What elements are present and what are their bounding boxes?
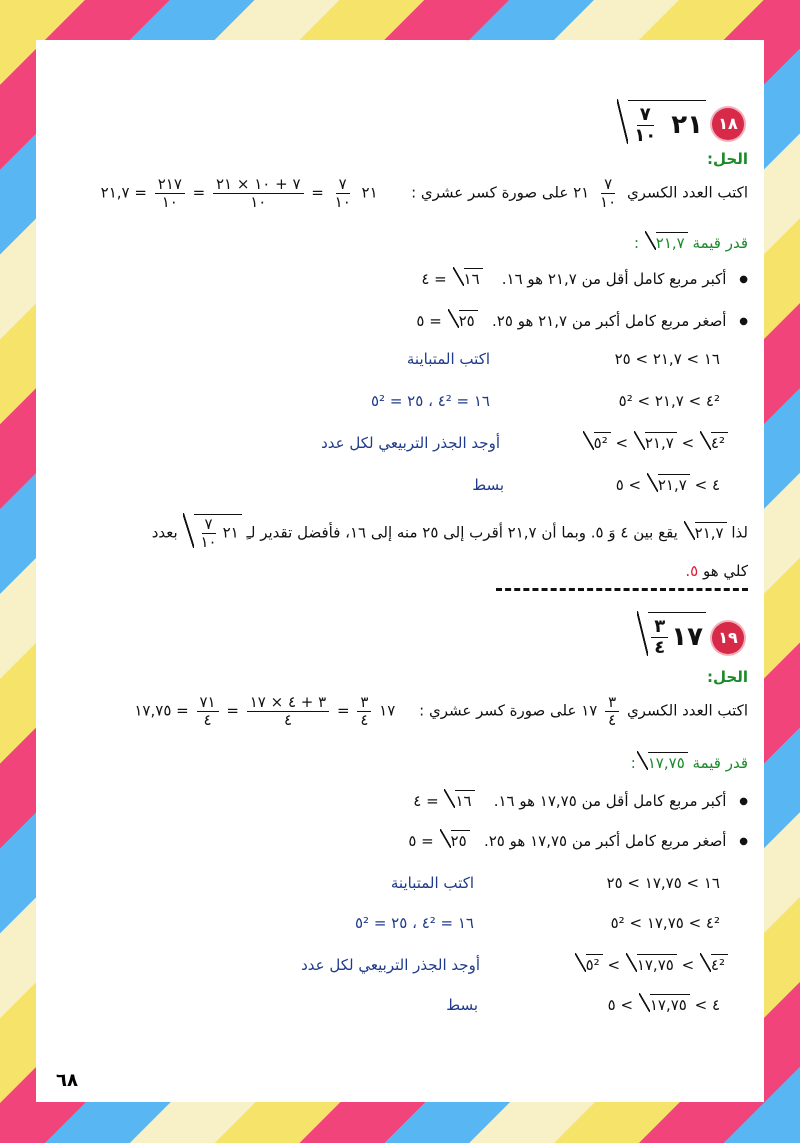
p18-intro-whole: ٢١	[573, 183, 590, 202]
p18-row-3-label: أوجد الجذر التربيعي لكل عدد	[321, 434, 500, 452]
p18-convert-line: اكتب العدد الكسري $\frac{٧}{١٠}$ ٢١ على صورة كسر عشري : ٢١ $\frac{٧}{١٠}$ = $\frac{٧ + ١٠ \times ٢١}{١٠}$ = $\frac{٢١٧}{١٠}$ = ٢١,٧	[100, 175, 748, 211]
p19-intro2: على صورة كسر عشري :	[419, 701, 577, 720]
p19-estimate-line: قدر قيمة ١٧,٧٥:	[630, 754, 748, 772]
p19-intro: اكتب العدد الكسري	[626, 701, 748, 720]
p19-r3-b: ١٧,٧٥	[636, 956, 674, 974]
p18-concl-num: ٧	[202, 516, 216, 534]
p19-eq-d2: ٤	[203, 710, 212, 729]
p19-eq-den: ٤	[360, 710, 369, 729]
p18-b2-text: أصغر مربع كامل أكبر من ٢١,٧ هو ٢٥.	[492, 312, 727, 330]
p18-r4-left: ٤	[711, 476, 720, 494]
p18-eq-num: ٧	[336, 176, 350, 194]
p18-concl-whole: ٢١	[222, 523, 239, 542]
p19-den: ٤	[654, 636, 666, 658]
p19-eq-num: ٣	[357, 694, 371, 712]
p18-concl-den: ١٠	[200, 532, 217, 551]
p18-whole: ٢١	[671, 109, 703, 140]
p18-conclusion-2	[685, 562, 748, 580]
p19-r3-c: ٥²	[585, 956, 600, 974]
p18-row-2-label: ١٦ = ٤² ، ٢٥ = ٥²	[370, 392, 490, 410]
p18-r3-c: ٥²	[593, 434, 608, 452]
p19-row-2-label: ١٦ = ٤² ، ٢٥ = ٥²	[354, 914, 474, 932]
p19-row-4-math: ٤ > ١٧,٧٥ > ٥	[607, 996, 720, 1014]
p18-row-4-math: ٤ > ٢١,٧ > ٥	[615, 476, 720, 494]
page-number: ٦٨	[56, 1070, 78, 1091]
p18-b2-rad: ٢٥	[458, 312, 475, 330]
p19-estimate-label: قدر قيمة	[692, 754, 748, 772]
p19-b1-math: = ٤	[413, 792, 439, 810]
p18-b2-math: = ٥	[416, 312, 442, 330]
p18-b1-text: أكبر مربع كامل أقل من ٢١,٧ هو ١٦.	[501, 270, 727, 288]
p19-eq-n1: ٣ + ٤ × ١٧	[247, 694, 329, 712]
p18-estimate-label: قدر قيمة	[692, 234, 748, 252]
p18-estimate-line: قدر قيمة ٢١,٧ :	[633, 234, 748, 252]
p19-num: ٣	[651, 617, 668, 638]
p18-conclusion-1	[152, 514, 748, 550]
p19-estimate-radicand: ١٧,٧٥	[647, 754, 685, 772]
p18-b1-math: = ٤	[421, 270, 447, 288]
p19-bullet-2	[408, 830, 748, 850]
p18-solution-label: الحل:	[707, 150, 748, 168]
p19-b2-rad: ٢٥	[450, 832, 467, 850]
p18-intro2: على صورة كسر عشري :	[411, 183, 569, 202]
p19-b2-math: = ٥	[408, 832, 434, 850]
p19-b1-rad: ١٦	[455, 792, 472, 810]
p19-row-3-math: ٤² > ١٧,٧٥ > ٥²	[574, 954, 728, 974]
p18-eq-den: ١٠	[334, 192, 351, 211]
problem-19-badge: ١٩	[712, 622, 744, 654]
p18-intro-num: ٧	[601, 176, 615, 194]
p19-eq-whole: ١٧	[379, 701, 396, 720]
p18-eq-n1: ٧ + ١٠ × ٢١	[213, 176, 304, 194]
p19-r4-left: ٤	[711, 996, 720, 1014]
p18-concl-text: يقع بين ٤ وَ ٥. وبما أن ٢١,٧ أقرب إلى ٢٥ منه إلى ١٦، فأفضل تقدير لـِ	[246, 523, 678, 542]
p19-b2-text: أصغر مربع كامل أكبر من ١٧,٧٥ هو ٢٥.	[483, 832, 727, 850]
p19-row-4-label: بسط	[446, 996, 478, 1014]
p18-eq-d1: ١٠	[250, 192, 267, 211]
p18-eq-whole: ٢١	[361, 183, 378, 202]
p18-row-4-label: بسط	[472, 476, 504, 494]
p18-row-3-math: ٤² > ٢١,٧ > ٥²	[582, 432, 728, 452]
p18-eq-n2: ٢١٧	[155, 176, 185, 194]
p18-row-2-math: ٤² > ٢١,٧ > ٥²	[618, 392, 720, 410]
p19-r4-right: ٥	[607, 996, 616, 1014]
p18-concl-prefix: لذا	[731, 523, 748, 542]
p19-b1-text: أكبر مربع كامل أقل من ١٧,٧٥ هو ١٦.	[493, 792, 727, 810]
p19-row-1-math: ١٦ > ١٧,٧٥ > ٢٥	[606, 874, 720, 892]
p18-r3-b: ٢١,٧	[644, 434, 674, 452]
p19-intro-den: ٤	[608, 710, 617, 729]
p18-num: ٧	[637, 105, 654, 126]
p19-row-2-math: ٤² > ١٧,٧٥ > ٥²	[610, 914, 720, 932]
problem-18-badge: ١٨	[712, 108, 744, 140]
p19-row-1-label: اكتب المتباينة	[390, 874, 474, 892]
p18-answer: ٥.	[685, 562, 699, 580]
p18-r3-a: ٤²	[710, 434, 725, 452]
p19-r3-a: ٤²	[710, 956, 725, 974]
p19-solution-label: الحل:	[707, 668, 748, 686]
p18-intro: اكتب العدد الكسري	[626, 183, 748, 202]
p18-concl2-text: كلي هو	[702, 562, 748, 580]
p18-r4-right: ٥	[615, 476, 624, 494]
p18-concl-rad: ٢١,٧	[694, 523, 724, 542]
p19-whole: ١٧	[671, 621, 703, 652]
p18-den: ١٠	[634, 124, 657, 146]
p18-row-1-label: اكتب المتباينة	[406, 350, 490, 368]
section-divider	[496, 588, 748, 591]
p18-estimate-radicand: ٢١,٧	[655, 234, 685, 252]
p19-eq-d1: ٤	[283, 710, 292, 729]
p18-eq-result: = ٢١,٧	[100, 183, 147, 202]
p19-eq-n2: ٧١	[197, 694, 219, 712]
p19-eq-result: = ١٧,٧٥	[134, 701, 189, 720]
p18-bullet-1	[421, 268, 748, 288]
p19-intro-whole: ١٧	[581, 701, 598, 720]
p19-intro-num: ٣	[605, 694, 619, 712]
problem-18-expression	[616, 100, 706, 146]
p18-concl-suffix: بعدد	[151, 523, 178, 542]
p18-bullet-2	[416, 310, 748, 330]
p18-b1-rad: ١٦	[463, 270, 480, 288]
p19-convert-line: اكتب العدد الكسري $\frac{٣}{٤}$ ١٧ على صورة كسر عشري : ١٧ $\frac{٣}{٤}$ = $\frac{٣ + ٤ \times ١٧}{٤}$ = $\frac{٧١}{٤}$ = ١٧,٧٥	[134, 693, 748, 729]
p18-r4-rad: ٢١,٧	[657, 476, 687, 494]
p18-row-1-math: ١٦ > ٢١,٧ > ٢٥	[614, 350, 720, 368]
p19-r4-rad: ١٧,٧٥	[649, 996, 687, 1014]
p19-bullet-1	[413, 790, 748, 810]
p18-intro-den: ١٠	[600, 192, 617, 211]
p18-eq-d2: ١٠	[161, 192, 178, 211]
p19-row-3-label: أوجد الجذر التربيعي لكل عدد	[301, 956, 480, 974]
problem-19-expression	[636, 612, 706, 658]
